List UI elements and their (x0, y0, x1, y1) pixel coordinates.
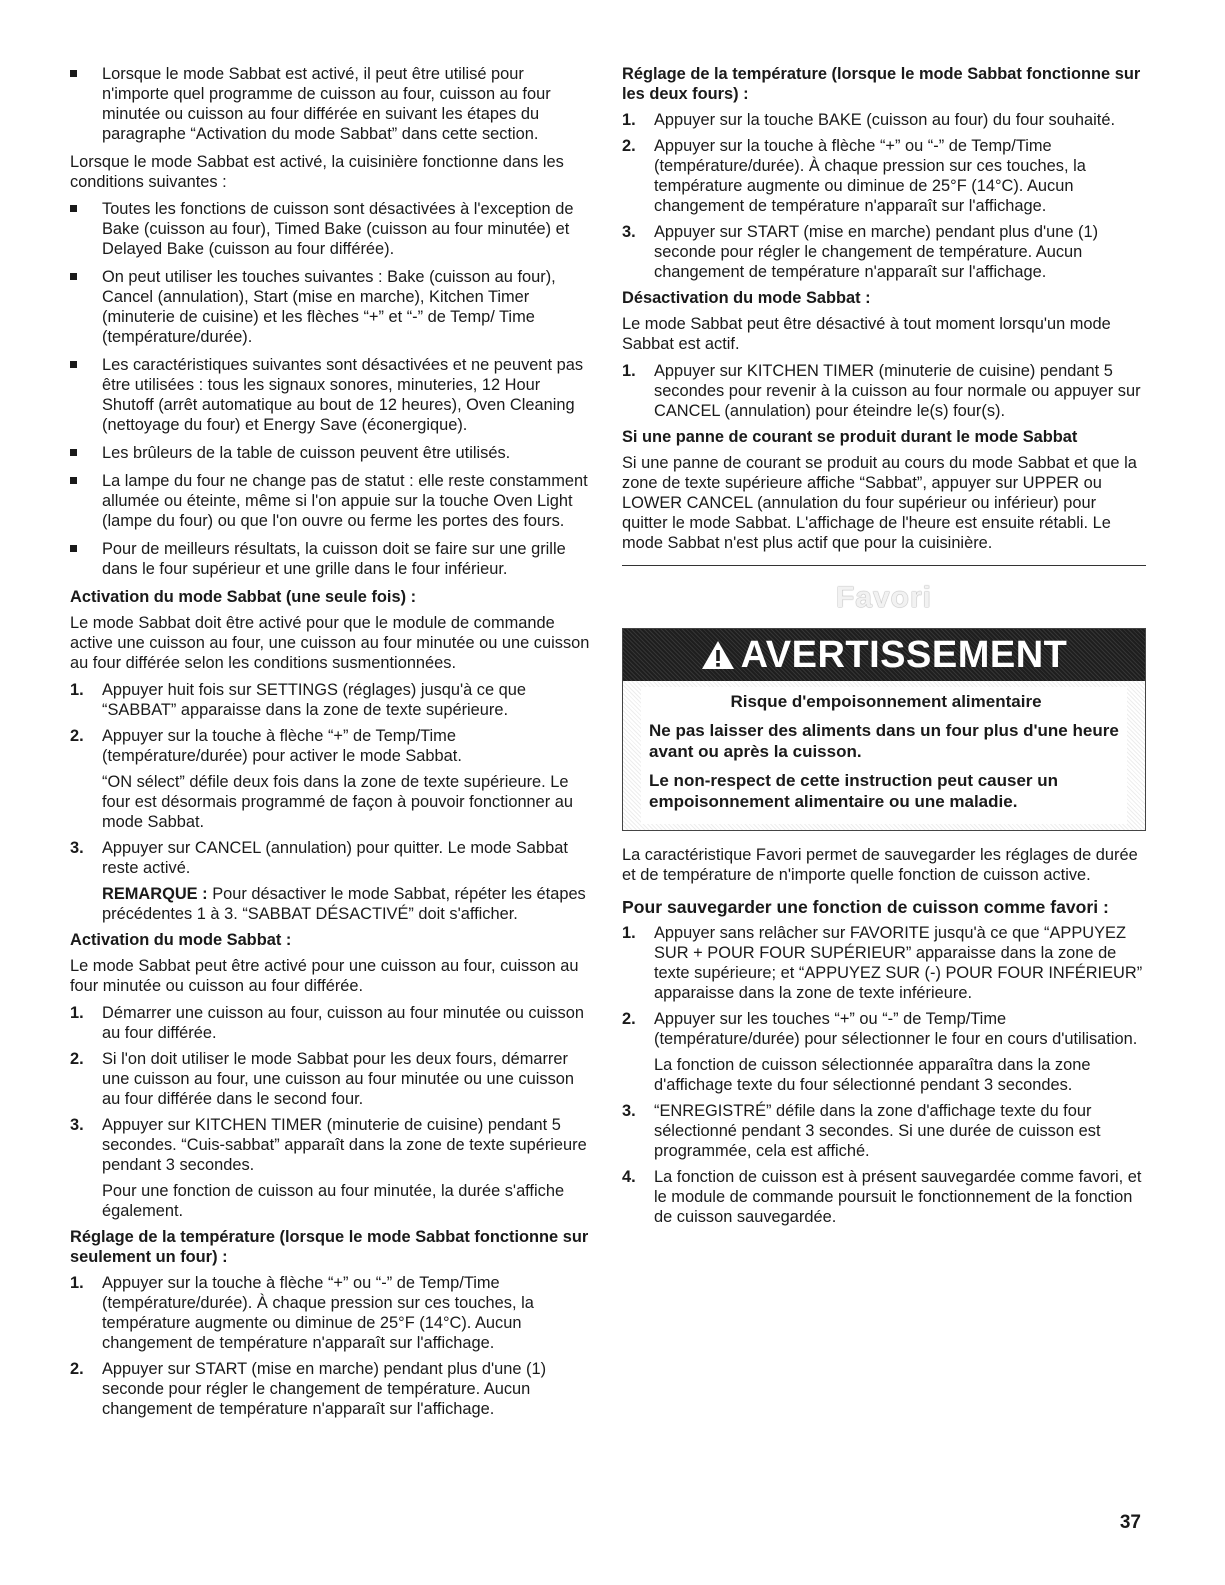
list-item: Les caractéristiques suivantes sont désactivées et ne peuvent pas être utilisées : tous les signaux sonores, minuteries, 12 Hour Shutoff (arrêt automatique au bout de 12 heures), Oven Cleaning (nettoyage du four) et Energy Save (éconergique). (70, 355, 590, 435)
list-item: Toutes les fonctions de cuisson sont désactivées à l'exception de Bake (cuisson au four), Timed Bake (cuisson au four minutée) et Delayed Bake (cuisson au four différée). (70, 199, 590, 259)
bullet-list (70, 64, 590, 144)
step-number: 4. (622, 1168, 636, 1186)
step-number: 2. (622, 137, 636, 155)
step-number: 1. (622, 362, 636, 380)
bullet-list (70, 199, 590, 579)
section-heading: Réglage de la température (lorsque le mode Sabbat fonctionne sur seulement un four) : (70, 1228, 589, 1266)
step-number: 2. (70, 727, 84, 745)
paragraph: Le mode Sabbat peut être désactivé à tout moment lorsqu'un mode Sabbat est actif. (622, 315, 1111, 353)
list-item: 2. Appuyer sur les touches “+” ou “-” de Temp/Time (température/durée) pour sélectionner le four en cours d'utilisation. La fonction de cuisson sélectionnée apparaîtra dans la zone d'affichage texte du four sélectionné pendant 3 secondes. (622, 1010, 1138, 1094)
warning-line: Le non-respect de cette instruction peut causer un empoisonnement alimentaire ou une maladie. (649, 771, 1059, 811)
step-number: 3. (70, 839, 84, 857)
list-item: Les brûleurs de la table de cuisson peuvent être utilisés. (70, 443, 590, 463)
list-item: 3. “ENREGISTRÉ” défile dans la zone d'affichage texte du four sélectionné pendant 3 secondes. Si une durée de cuisson est programmée, cela est affiché. (622, 1102, 1101, 1160)
list-item: 1. Démarrer une cuisson au four, cuisson au four minutée ou cuisson au four différée. (70, 1004, 584, 1042)
list-item: 3. Appuyer sur START (mise en marche) pendant plus d'une (1) seconde pour régler le changement de température. Aucun changement de température n'apparaît sur l'affichage. (622, 223, 1099, 281)
list-item: 2. Appuyer sur START (mise en marche) pendant plus d'une (1) seconde pour régler le changement de température. Aucun changement de température n'apparaît sur l'affichage. (70, 1360, 547, 1418)
divider (622, 565, 1146, 566)
list-item: 2. Appuyer sur la touche à flèche “+” ou “-” de Temp/Time (température/durée). À chaque pression sur ces touches, la température augmente ou diminue de 25°F (14°C). Aucun changement de température n'apparaît sur l'affichage. (622, 137, 1086, 215)
step-number: 2. (70, 1050, 84, 1068)
section-heading: Réglage de la température (lorsque le mode Sabbat fonctionne sur les deux fours) : (622, 65, 1141, 103)
step-number: 1. (70, 1004, 84, 1022)
list-item: La lampe du four ne change pas de statut : elle reste constamment allumée ou éteinte, même si l'on appuie sur la touche Oven Light (lampe du four) ou que l'on ouvre ou ferme les portes des fours. (70, 471, 590, 531)
bullet-icon (70, 449, 77, 456)
list-item: 1. Appuyer sur KITCHEN TIMER (minuterie de cuisine) pendant 5 secondes pour revenir à la cuisson au four normale ou appuyer sur CANCEL (annulation) pour éteindre le(s) four(s). (622, 362, 1141, 420)
warning-triangle-icon (701, 640, 735, 670)
list-item: 2. Si l'on doit utiliser le mode Sabbat pour les deux fours, démarrer une cuisson au four, une cuisson au four minutée ou une cuisson au four différée dans le second four. (70, 1050, 574, 1108)
step-number: 3. (70, 1116, 84, 1134)
list-item: 1. Appuyer sur la touche BAKE (cuisson au four) du four souhaité. (622, 111, 1116, 129)
paragraph: La caractéristique Favori permet de sauvegarder les réglages de durée et de température de n'importe quelle fonction de cuisson active. (622, 846, 1138, 884)
list-item: 4. La fonction de cuisson est à présent sauvegardée comme favori, et le module de commande poursuit le fonctionnement de la fonction de cuisson sauvegardée. (622, 1168, 1142, 1226)
bullet-icon (70, 545, 77, 552)
step-number: 1. (622, 111, 636, 129)
left-column (70, 64, 590, 1425)
step-number: 1. (70, 681, 84, 699)
warning-body (623, 681, 1145, 830)
right-column (622, 64, 1146, 1233)
section-heading: Si une panne de courant se produit durant le mode Sabbat (622, 428, 1078, 446)
list-item: 3. Appuyer sur KITCHEN TIMER (minuterie de cuisine) pendant 5 secondes. “Cuis-sabbat” apparaît dans la zone de texte supérieure pendant 3 secondes. Pour une fonction de cuisson au four minutée, la durée s'affiche également. (70, 1116, 587, 1220)
list-item: 1. Appuyer huit fois sur SETTINGS (réglages) jusqu'à ce que “SABBAT” apparaisse dans la zone de texte supérieure. (70, 681, 527, 719)
bullet-icon (70, 273, 77, 280)
step-number: 3. (622, 1102, 636, 1120)
paragraph: Le mode Sabbat peut être activé pour une cuisson au four, cuisson au four minutée ou cuisson au four différée. (70, 957, 579, 995)
warning-box (622, 628, 1146, 831)
step-number: 2. (622, 1010, 636, 1028)
step-list (70, 1003, 590, 1221)
paragraph: Lorsque le mode Sabbat est activé, la cuisinière fonctionne dans les conditions suivantes : (70, 153, 564, 191)
step-list (622, 361, 1146, 421)
paragraph: Le mode Sabbat doit être activé pour que le module de commande active une cuisson au four, une cuisson au four minutée ou une cuisson au four différée selon les conditions susmentionnées. (70, 614, 590, 672)
list-item: Pour de meilleurs résultats, la cuisson doit se faire sur une grille dans le four supérieur et une grille dans le four inférieur. (70, 539, 590, 579)
section-heading: Activation du mode Sabbat : (70, 931, 292, 949)
list-item: Lorsque le mode Sabbat est activé, il peut être utilisé pour n'importe quel programme de cuisson au four, cuisson au four minutée ou cuisson au four différée en suivant les étapes du paragraphe “Activation du mode Sabbat” dans cette section. (70, 64, 590, 144)
section-title: Favori (835, 581, 933, 614)
section-heading: Activation du mode Sabbat (une seule fois) : (70, 588, 417, 606)
step-number: 3. (622, 223, 636, 241)
step-number: 1. (70, 1274, 84, 1292)
step-list (622, 110, 1146, 282)
warning-line: Ne pas laisser des aliments dans un four plus d'une heure avant ou après la cuisson. (649, 721, 1119, 761)
bullet-icon (70, 477, 77, 484)
list-item: 2. Appuyer sur la touche à flèche “+” de Temp/Time (température/durée) pour activer le mode Sabbat. “ON sélect” défile deux fois dans la zone de texte supérieure. Le four est désormais programmé de façon à pouvoir fonctionner au mode Sabbat. (70, 727, 574, 831)
step-number: 2. (70, 1360, 84, 1378)
warning-header (623, 629, 1145, 681)
paragraph: Si une panne de courant se produit au cours du mode Sabbat et que la zone de texte supérieure affiche “Sabbat”, appuyer sur UPPER ou LOWER CANCEL (annulation du four supérieur ou inférieur) pour quitter le mode Sabbat. L'affichage de l'heure est ensuite rétabli. Le mode Sabbat n'est plus actif que pour la cuisinière. (622, 454, 1137, 552)
list-item: 1. Appuyer sur la touche à flèche “+” ou “-” de Temp/Time (température/durée). À chaque pression sur ces touches, la température augmente ou diminue de 25°F (14°C). Aucun changement de température n'apparaît sur l'affichage. (70, 1274, 534, 1352)
note: REMARQUE : Pour désactiver le mode Sabbat, répéter les étapes précédentes 1 à 3. “SABBAT DÉSACTIVÉ” doit s'afficher. (102, 885, 586, 923)
section-heading: Pour sauvegarder une fonction de cuisson comme favori : (622, 897, 1109, 917)
warning-title: AVERTISSEMENT (740, 634, 1068, 676)
list-item: 1. Appuyer sans relâcher sur FAVORITE jusqu'à ce que “APPUYEZ SUR + POUR FOUR SUPÉRIEUR” apparaisse dans la zone de texte supérieure; et “APPUYEZ SUR (-) POUR FOUR INFÉRIEUR” apparaisse dans la zone de texte inférieure. (622, 924, 1143, 1002)
page-number: 37 (1119, 1512, 1141, 1533)
section-heading: Désactivation du mode Sabbat : (622, 289, 871, 307)
bullet-icon (70, 70, 77, 77)
warning-risk: Risque d'empoisonnement alimentaire (730, 692, 1042, 711)
bullet-icon (70, 205, 77, 212)
bullet-icon (70, 361, 77, 368)
step-list (70, 680, 590, 924)
step-number: 1. (622, 924, 636, 942)
list-item: On peut utiliser les touches suivantes : Bake (cuisson au four), Cancel (annulation), Start (mise en marche), Kitchen Timer (minuterie de cuisine) et les flèches “+” et “-” de Temp/ Time (température/durée). (70, 267, 590, 347)
step-list (70, 1273, 590, 1419)
list-item: 3. Appuyer sur CANCEL (annulation) pour quitter. Le mode Sabbat reste activé. REMARQUE : Pour désactiver le mode Sabbat, répéter les étapes précédentes 1 à 3. “SABBAT DÉSACTIVÉ” doit s'afficher. (70, 838, 590, 924)
step-list (622, 923, 1146, 1227)
